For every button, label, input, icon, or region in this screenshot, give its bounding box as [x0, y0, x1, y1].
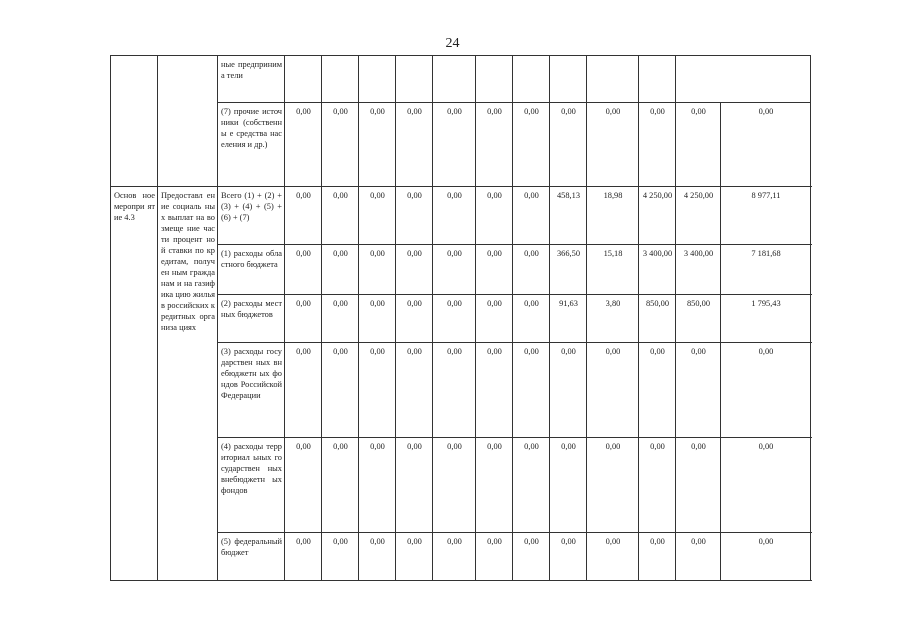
table-row [111, 187, 811, 245]
value-cell: 0,00 [433, 295, 476, 343]
value-cell: 0,00 [476, 187, 513, 245]
value-cell: 850,00 [639, 295, 676, 343]
value-cell: 0,00 [513, 187, 550, 245]
value-cell: 0,00 [322, 187, 359, 245]
value-cell: 0,00 [513, 343, 550, 438]
value-cell: 0,00 [639, 103, 676, 187]
value-cell [476, 56, 513, 103]
value-cell: 0,00 [587, 103, 639, 187]
value-cell: 0,00 [550, 103, 587, 187]
value-cell: 0,00 [322, 245, 359, 295]
empty-code-cell [111, 56, 158, 187]
page-number: 24 [445, 36, 460, 51]
value-cell: 0,00 [285, 438, 322, 533]
value-cell: 15,18 [587, 245, 639, 295]
source-cell: (3) расходы государствен ных внебюджетн ых фондов Российской Федерации [218, 343, 285, 438]
source-cell: (1) расходы областного бюджета [218, 245, 285, 295]
value-cell: 0,00 [433, 343, 476, 438]
value-cell [676, 56, 811, 103]
value-cell: 0,00 [359, 103, 396, 187]
total-value-cell: 0,00 [721, 438, 811, 533]
empty-name-cell [158, 56, 218, 187]
value-cell: 0,00 [587, 533, 639, 581]
value-cell: 0,00 [322, 343, 359, 438]
value-cell: 3,80 [587, 295, 639, 343]
value-cell: 18,98 [587, 187, 639, 245]
total-value-cell: 7 181,68 [721, 245, 811, 295]
value-cell: 0,00 [359, 245, 396, 295]
total-value-cell: 0,00 [721, 533, 811, 581]
value-cell [433, 56, 476, 103]
value-cell: 0,00 [285, 187, 322, 245]
value-cell: 0,00 [639, 533, 676, 581]
table-row [111, 56, 811, 103]
value-cell: 0,00 [396, 295, 433, 343]
value-cell: 366,50 [550, 245, 587, 295]
value-cell: 0,00 [396, 103, 433, 187]
value-cell: 0,00 [513, 245, 550, 295]
source-cell: (5) федеральный бюджет [218, 533, 285, 581]
source-cell: Всего (1) + (2) + (3) + (4) + (5) + (6) + (7) [218, 187, 285, 245]
value-cell: 0,00 [587, 438, 639, 533]
value-cell: 0,00 [639, 438, 676, 533]
value-cell: 0,00 [721, 103, 811, 187]
value-cell: 0,00 [359, 438, 396, 533]
total-value-cell: 8 977,11 [721, 187, 811, 245]
value-cell: 0,00 [285, 245, 322, 295]
value-cell: 0,00 [433, 245, 476, 295]
value-cell: 0,00 [396, 343, 433, 438]
value-cell [285, 56, 322, 103]
measure-code-cell: Основ ное меропри ятие 4.3 [111, 187, 158, 581]
value-cell: 0,00 [359, 343, 396, 438]
value-cell: 0,00 [396, 438, 433, 533]
value-cell: 0,00 [433, 438, 476, 533]
value-cell: 0,00 [676, 103, 721, 187]
value-cell: 0,00 [322, 295, 359, 343]
total-value-cell: 0,00 [721, 343, 811, 438]
value-cell: 0,00 [550, 438, 587, 533]
value-cell: 0,00 [322, 103, 359, 187]
value-cell: 3 400,00 [639, 245, 676, 295]
value-cell: 0,00 [322, 533, 359, 581]
value-cell: 0,00 [639, 343, 676, 438]
value-cell: 0,00 [513, 438, 550, 533]
value-cell: 0,00 [322, 438, 359, 533]
financing-table [110, 55, 811, 581]
value-cell: 0,00 [433, 533, 476, 581]
value-cell: 0,00 [396, 187, 433, 245]
source-cell: (7) прочие источники (собственны е средства населения и др.) [218, 103, 285, 187]
value-cell: 0,00 [433, 103, 476, 187]
value-cell: 0,00 [476, 438, 513, 533]
value-cell: 0,00 [285, 295, 322, 343]
value-cell: 0,00 [676, 438, 721, 533]
value-cell: 458,13 [550, 187, 587, 245]
total-value-cell: 1 795,43 [721, 295, 811, 343]
value-cell: 0,00 [550, 533, 587, 581]
value-cell: 0,00 [433, 187, 476, 245]
value-cell: 0,00 [550, 343, 587, 438]
value-cell: 0,00 [359, 187, 396, 245]
value-cell: 0,00 [476, 343, 513, 438]
value-cell: 0,00 [396, 245, 433, 295]
value-cell: 91,63 [550, 295, 587, 343]
value-cell [550, 56, 587, 103]
value-cell: 0,00 [513, 533, 550, 581]
value-cell: 0,00 [359, 533, 396, 581]
source-cell: ные предпринима тели [218, 56, 285, 103]
value-cell: 0,00 [285, 343, 322, 438]
value-cell [359, 56, 396, 103]
value-cell: 850,00 [676, 295, 721, 343]
value-cell [513, 56, 550, 103]
value-cell: 0,00 [476, 245, 513, 295]
value-cell [587, 56, 639, 103]
source-cell: (2) расходы местных бюджетов [218, 295, 285, 343]
value-cell: 0,00 [359, 295, 396, 343]
source-cell: (4) расходы территориал ьных государствен ных внебюджетн ых фондов [218, 438, 285, 533]
value-cell: 0,00 [676, 533, 721, 581]
value-cell: 0,00 [587, 343, 639, 438]
value-cell: 0,00 [476, 533, 513, 581]
measure-name-cell: Предоставл ение социаль ных выплат на возмеще ние части процент ной ставки по кредитам, получен ным гражданам и на газифика цию жилья в российских кредитных организа циях [158, 187, 218, 581]
value-cell: 3 400,00 [676, 245, 721, 295]
value-cell: 0,00 [513, 295, 550, 343]
value-cell: 0,00 [476, 103, 513, 187]
value-cell: 4 250,00 [676, 187, 721, 245]
value-cell: 0,00 [676, 343, 721, 438]
value-cell: 0,00 [513, 103, 550, 187]
value-cell [322, 56, 359, 103]
value-cell [396, 56, 433, 103]
value-cell: 0,00 [476, 295, 513, 343]
value-cell: 0,00 [396, 533, 433, 581]
value-cell: 0,00 [285, 533, 322, 581]
value-cell [639, 56, 676, 103]
value-cell: 0,00 [285, 103, 322, 187]
value-cell: 4 250,00 [639, 187, 676, 245]
